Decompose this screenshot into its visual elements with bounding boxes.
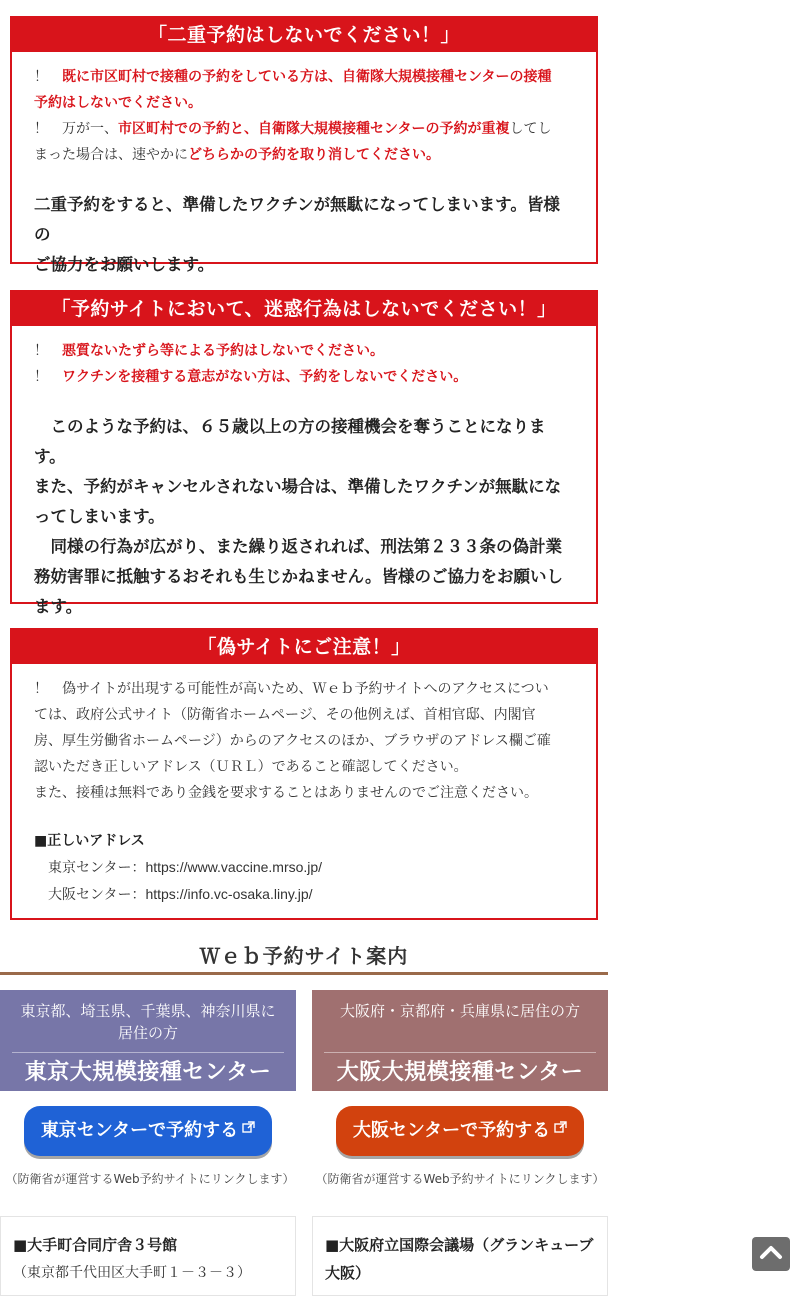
notice-title: 「偽サイトにご注意！」 [12,630,596,664]
notice-text: 既に市区町村で接種の予約をしている方は、自衛隊大規模接種センターの接種 [62,69,552,85]
notice-text: 市区町村での予約と、自衛隊大規模接種センターの予約が重複 [118,121,510,137]
notice-title: 「予約サイトにおいて、迷惑行為はしないでください！」 [12,292,596,326]
osaka-link-note: （防衛省が運営するWeb予約サイトにリンクします） [315,1172,605,1186]
osaka-url-label: 大阪センター： [48,887,146,903]
osaka-venue-name: ■大阪府立国際会議場（グランキューブ大阪） [325,1236,594,1282]
notice-text: 務妨害罪に抵触するおそれも生じかねません。皆様のご協力をお願いし [34,567,563,586]
tokyo-center-card [0,990,296,1091]
notice-text: ご協力をお願いします。 [34,255,215,274]
exclamation-icon: ！ [34,121,48,137]
tokyo-reserve-button[interactable] [24,1106,272,1156]
osaka-url-link[interactable]: https://info.vc-osaka.liny.jp/ [145,886,313,902]
fake-site-notice [10,628,598,920]
nuisance-notice [10,290,598,616]
osaka-area-text: 大阪府・京都府・兵庫県に居住の方 [339,1002,580,1020]
notice-title: 「二重予約はしないでください！」 [12,18,596,52]
scroll-top-button[interactable] [752,1237,790,1271]
notice-text: ワクチンを接種する意志がない方は、予約をしないでください。 [62,369,468,385]
tokyo-link-note: （防衛省が運営するWeb予約サイトにリンクします） [5,1172,295,1186]
tokyo-center-name: 東京大規模接種センター [24,1060,272,1085]
section-divider [0,972,608,975]
notice-text: また、予約がキャンセルされない場合は、準備したワクチンが無駄にな [34,477,562,496]
tokyo-url-label: 東京センター： [48,860,146,876]
exclamation-icon: ！ [34,681,48,697]
osaka-venue-card [312,1216,608,1296]
notice-text: まった場合は、速やかに [34,147,188,163]
notice-text: 万が一、 [62,121,118,137]
exclamation-icon: ！ [34,343,48,359]
notice-text: どちらかの予約を取り消してください。 [188,147,440,163]
external-link-icon [242,1123,255,1138]
osaka-center-card [312,990,608,1091]
tokyo-url-link[interactable]: https://www.vaccine.mrso.jp/ [145,859,323,875]
notice-body [12,664,596,918]
notice-text: 偽サイトが出現する可能性が高いため、Ｗｅｂ予約サイトへのアクセスについ [62,681,549,697]
notice-text: また、接種は無料であり金銭を要求することはありませんのでご注意ください。 [34,785,538,801]
notice-text: 認いただき正しいアドレス（ＵＲＬ）であること確認してください。 [34,759,468,775]
notice-body [12,52,596,290]
notice-text: ます。 [34,597,83,616]
exclamation-icon: ！ [34,69,48,85]
exclamation-icon: ！ [34,369,48,385]
tokyo-reserve-label: 東京センターで予約する [40,1120,239,1141]
tokyo-venue-card [0,1216,296,1296]
notice-body [12,326,596,632]
notice-text: 予約はしないでください。 [34,95,202,111]
tokyo-venue-address: （東京都千代田区大手町１－３－３） [13,1265,251,1281]
osaka-reserve-label: 大阪センターで予約する [352,1120,551,1141]
notice-text: ては、政府公式サイト（防衛省ホームページ、その他例えば、首相官邸、内閣官 [34,707,536,723]
tokyo-area-text: 東京都、埼玉県、千葉県、神奈川県に居住の方 [20,1002,276,1042]
notice-text: してし [509,121,552,137]
notice-text: 二重予約をすると、準備したワクチンが無駄になってしまいます。皆様の [34,195,560,244]
osaka-reserve-button[interactable] [336,1106,584,1156]
external-link-icon [554,1123,567,1138]
notice-text: このような予約は、６５歳以上の方の接種機会を奪うことになります。 [34,417,546,466]
notice-text: 悪質ないたずら等による予約はしないでください。 [62,343,384,359]
tokyo-venue-name: ■大手町合同庁舎３号館 [13,1236,178,1254]
double-booking-notice [10,16,598,274]
section-title: Ｗｅｂ予約サイト案内 [199,944,409,968]
notice-text: 同様の行為が広がり、また繰り返されれば、刑法第２３３条の偽計業 [34,537,562,556]
address-heading: ■正しいアドレス [34,833,145,849]
osaka-center-name: 大阪大規模接種センター [336,1060,584,1085]
notice-text: 房、厚生労働省ホームページ）からのアクセスのほか、ブラウザのアドレス欄ご確 [34,733,551,749]
chevron-up-icon [759,1244,783,1264]
notice-text: ってしまいます。 [34,507,165,526]
